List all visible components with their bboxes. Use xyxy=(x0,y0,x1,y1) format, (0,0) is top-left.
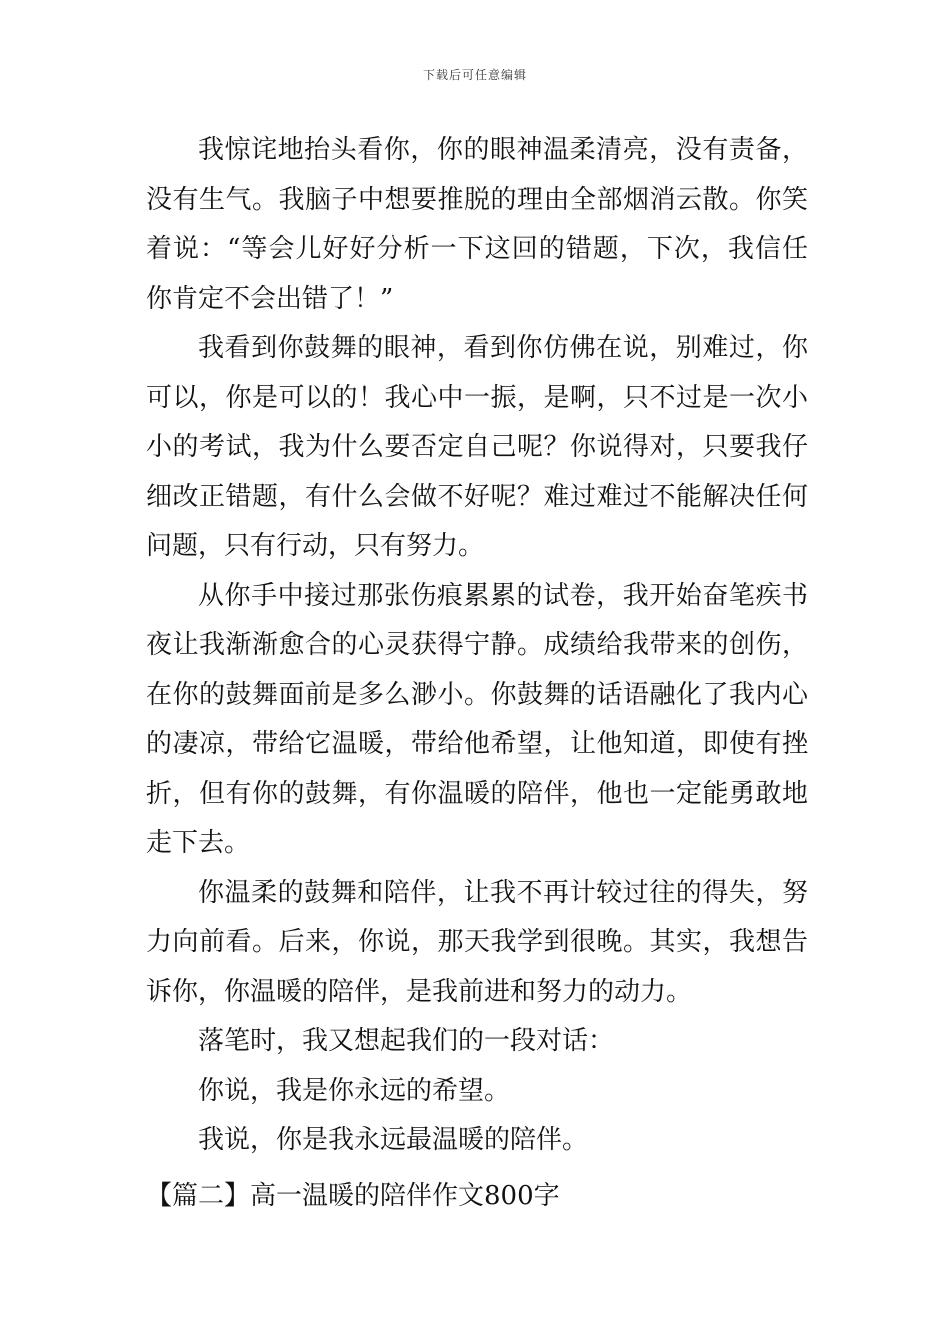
paragraph-2: 我看到你鼓舞的眼神，看到你仿佛在说，别难过，你可以，你是可以的！我心中一振，是啊，只不过是一次小小的考试，我为什么要否定自己呢？你说得对，只要我仔细改正错题，有什么会做不好呢？难过难过不能解决任何问题，只有行动，只有努力。 xyxy=(146,333,808,561)
paragraph-7: 我说，你是我永远最温暖的陪伴。 xyxy=(198,1125,589,1155)
paragraph-3: 从你手中接过那张伤痕累累的试卷，我开始奋笔疾书夜让我渐渐愈合的心灵获得宁静。成绩给我带来的创伤，在你的鼓舞面前是多么渺小。你鼓舞的话语融化了我内心的凄凉，带给它温暖，带给他希望，让他知道，即使有挫折，但有你的鼓舞，有你温暖的陪伴，他也一定能勇敢地走下去。 xyxy=(146,580,808,858)
page-header: 下载后可任意编辑 xyxy=(422,68,527,82)
section-heading: 【篇二】高一温暖的陪伴作文800字 xyxy=(146,1181,560,1211)
paragraph-5: 落笔时，我又想起我们的一段对话： xyxy=(198,1026,615,1056)
paragraph-1: 我惊诧地抬头看你，你的眼神温柔清亮，没有责备，没有生气。我脑子中想要推脱的理由全部烟消云散。你笑着说：“等会儿好好分析一下这回的错题，下次，我信任你肯定不会出错了！” xyxy=(146,135,808,314)
document-body xyxy=(146,126,808,1166)
paragraph-4: 你温柔的鼓舞和陪伴，让我不再计较过往的得失，努力向前看。后来，你说，那天我学到很晚。其实，我想告诉你，你温暖的陪伴，是我前进和努力的动力。 xyxy=(146,877,808,1007)
paragraph-6: 你说，我是你永远的希望。 xyxy=(198,1075,511,1106)
